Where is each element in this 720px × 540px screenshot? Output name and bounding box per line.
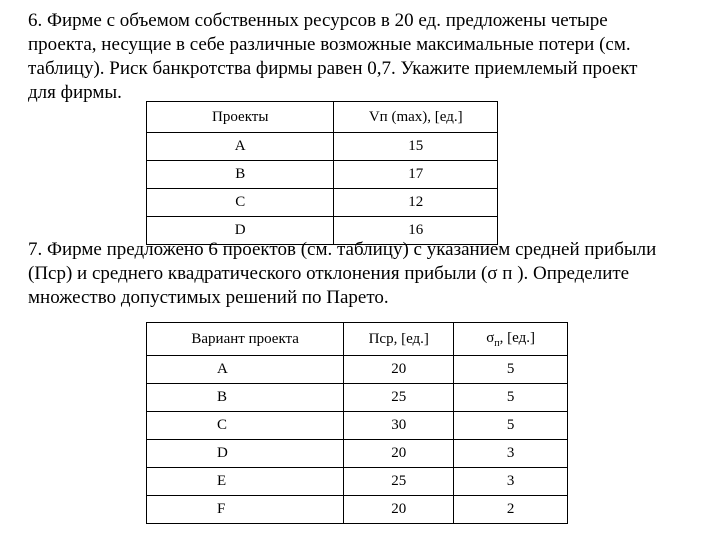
table-row [147, 496, 568, 524]
task-6-line: для фирмы. [28, 82, 122, 103]
task-6-line: 6. Фирме с объемом собственных ресурсов в 20 ед. предложены четыре [28, 10, 608, 31]
header-variant: Вариант проекта [147, 323, 344, 356]
std-dev-cell: 5 [454, 356, 568, 384]
task-7-line: множество допустимых решений по Парето. [28, 287, 389, 308]
variant-cell: E [147, 468, 344, 496]
variant-cell: В [147, 384, 344, 412]
variant-cell: F [147, 496, 344, 524]
std-dev-cell: 5 [454, 412, 568, 440]
header-projects: Проекты [147, 102, 334, 133]
task-6-line: таблицу). Риск банкротства фирмы равен 0,7. Укажите приемлемый проект [28, 58, 638, 79]
loss-cell: 12 [334, 189, 498, 217]
sigma-subscript: п [494, 337, 500, 349]
table-row [147, 356, 568, 384]
header-max-loss: Vп (max), [ед.] [334, 102, 498, 133]
task-6-line: проекта, несущие в себе различные возможные максимальные потери (см. [28, 34, 631, 55]
loss-cell: 15 [334, 133, 498, 161]
task-7-line: (Пср) и среднего квадратического отклонения прибыли (σ п ). Определите [28, 263, 630, 284]
header-std-dev [454, 323, 568, 356]
task-7-line: 7. Фирме предложено 6 проектов (см. таблицу) с указанием средней прибыли [28, 239, 657, 260]
avg-profit-cell: 20 [344, 356, 454, 384]
std-dev-unit: , [ед.] [499, 329, 535, 346]
table-row [147, 133, 498, 161]
avg-profit-cell: 25 [344, 468, 454, 496]
sigma-symbol: σ [486, 329, 495, 346]
table-row [147, 161, 498, 189]
std-dev-cell: 2 [454, 496, 568, 524]
header-avg-profit: Пср, [ед.] [344, 323, 454, 356]
project-cell: D [147, 217, 334, 245]
variant-cell: С [147, 412, 344, 440]
task-6-table [146, 101, 498, 245]
std-dev-cell: 3 [454, 440, 568, 468]
table-row [147, 412, 568, 440]
std-dev-cell: 3 [454, 468, 568, 496]
table-header-row [147, 323, 568, 356]
loss-cell: 16 [334, 217, 498, 245]
project-cell: А [147, 133, 334, 161]
table-row [147, 384, 568, 412]
project-cell: В [147, 161, 334, 189]
avg-profit-cell: 20 [344, 440, 454, 468]
table-row [147, 440, 568, 468]
table-row [147, 189, 498, 217]
task-6-text [28, 9, 708, 105]
loss-cell: 17 [334, 161, 498, 189]
task-7-text [28, 238, 708, 310]
table-row [147, 468, 568, 496]
table-header-row [147, 102, 498, 133]
avg-profit-cell: 20 [344, 496, 454, 524]
task-7-table [146, 322, 568, 524]
avg-profit-cell: 25 [344, 384, 454, 412]
avg-profit-cell: 30 [344, 412, 454, 440]
variant-cell: D [147, 440, 344, 468]
variant-cell: А [147, 356, 344, 384]
project-cell: С [147, 189, 334, 217]
std-dev-cell: 5 [454, 384, 568, 412]
